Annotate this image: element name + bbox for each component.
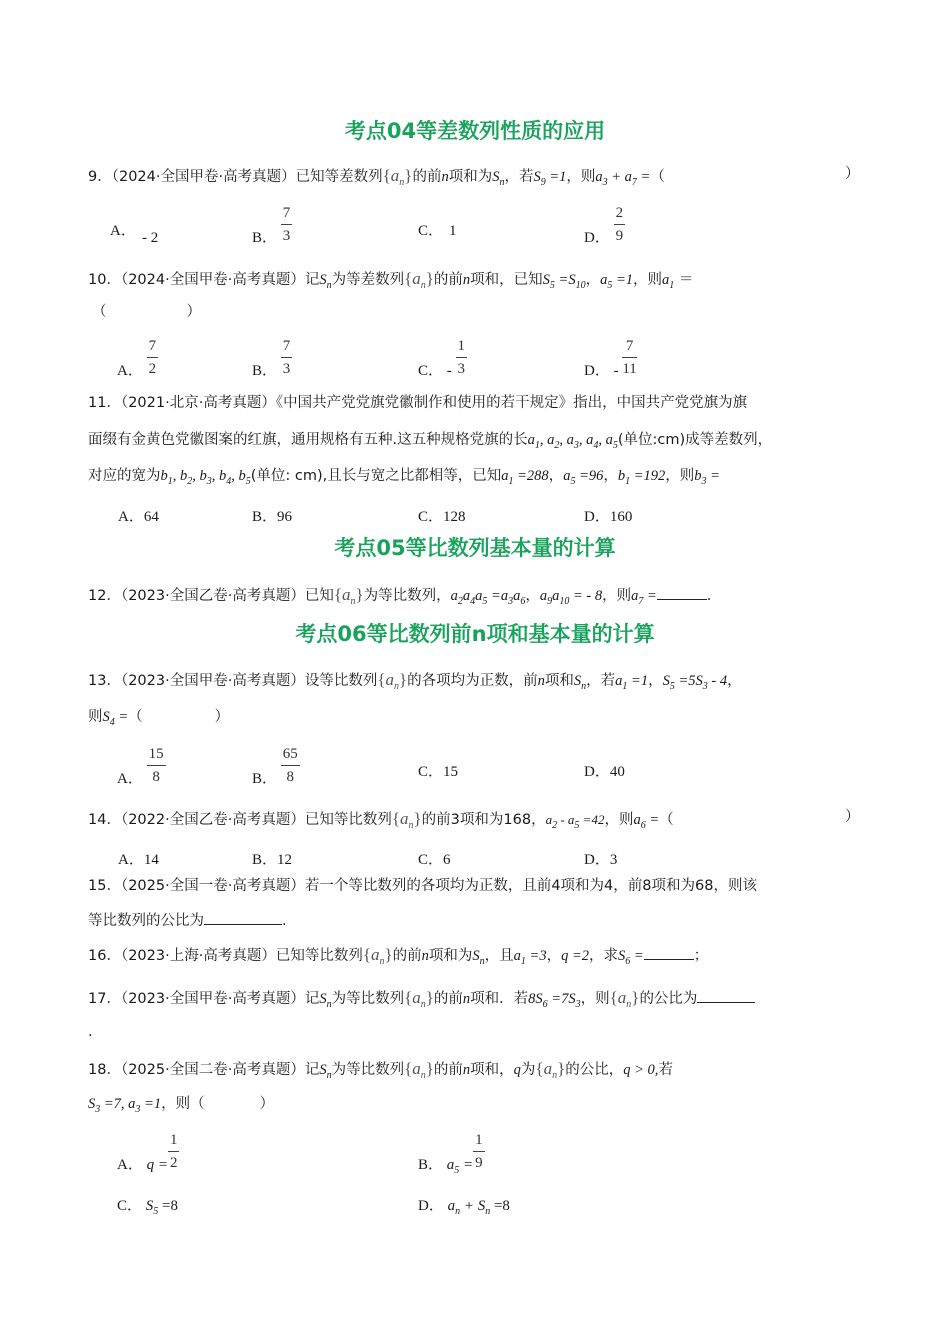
q10-option-d[interactable]: D． - $\frac{7}{11}$	[584, 338, 637, 380]
q9-option-a[interactable]: A．	[110, 223, 136, 239]
q9-paren: （	[650, 169, 665, 185]
q9-seq: $\{a_n\}$	[382, 166, 413, 188]
section-title-04: 考点04等差数列性质的应用	[344, 119, 606, 143]
q9-text: 已知等差数列	[295, 169, 383, 185]
q18-option-b[interactable]: B． $a_5$ = $\frac{1}{9}$	[418, 1132, 483, 1177]
q14-option-c[interactable]: C．6	[418, 852, 451, 868]
q9-text3: 项和为	[448, 169, 493, 185]
q13-option-d[interactable]: D．40	[584, 764, 625, 780]
question-9	[88, 166, 665, 188]
q9-source: （2024·全国甲卷·高考真题）	[111, 169, 296, 185]
q14-close: ）	[845, 809, 860, 825]
q12-answer-blank[interactable]	[657, 585, 707, 600]
question-17: 17．（2023·全国甲卷·高考真题）记$S_n$为等比数列$\{a_n\}$的前n项和．若$8S_6 =7S_3$，则$\{a_n\}$的公比为	[88, 988, 755, 1007]
q18-option-d[interactable]: D． $a_n + S_n =8$	[418, 1198, 510, 1217]
q9-n: n	[441, 169, 449, 185]
section-title-05: 考点05等比数列基本量的计算	[334, 536, 616, 560]
q10-option-c[interactable]: C． - $\frac{1}{3}$	[418, 338, 466, 380]
q9-text5: ，则	[566, 169, 596, 185]
q13-option-b[interactable]: B． $\frac{65}{8}$	[252, 746, 298, 788]
q9-Sn: $S_n$	[492, 169, 505, 188]
q9-option-c[interactable]: C． 1	[418, 223, 457, 239]
question-16: 16．（2023·上海·高考真题）已知等比数列$\{a_n\}$的前n项和为$S_n$，且$a_1 =3$，q =2，求$S_6$ = ；	[88, 945, 709, 967]
question-18: 18．（2025·全国二卷·高考真题）记$S_n$为等比数列$\{a_n\}$的前n项和，q为$\{a_n\}$的公比，q > 0,若	[88, 1059, 673, 1081]
q13-option-a[interactable]: A． $\frac{15}{8}$	[117, 746, 164, 788]
q9-number: 9．	[88, 169, 112, 185]
question-11: 11．（2021·北京·高考真题）《中国共产党党旗党徽制作和使用的若干规定》指出，中国共产党党旗为旗	[88, 395, 748, 411]
q11-option-c[interactable]: C．128	[418, 509, 466, 525]
q13-option-c[interactable]: C．15	[418, 764, 459, 780]
q9-option-a-value: - 2	[142, 230, 159, 246]
q9-option-b[interactable]: B． $\frac{7}{3}$	[252, 205, 291, 247]
q11-line2: 面缀有金黄色党徽图案的红旗，通用规格有五种.这五种规格党旗的长$a_1$, $a_2$, $a_3$, $a_4$, $a_5$(单位:cm)成等差数列，	[88, 432, 773, 451]
question-14: 14．（2022·全国乙卷·高考真题）已知等比数列$\{a_n\}$的前3项和为168，$a_2 - a_5 =42$，则$a_6$ =（	[88, 809, 674, 831]
q17-answer-blank[interactable]	[697, 988, 755, 1003]
question-15: 15．（2025·全国一卷·高考真题）若一个等比数列的各项均为正数，且前4项和为4，前8项和为68，则该	[88, 878, 757, 894]
q9-text2: 的前	[412, 169, 442, 185]
q9-option-d[interactable]: D． $\frac{2}{9}$	[584, 205, 624, 247]
q10-option-b[interactable]: B． $\frac{7}{3}$	[252, 338, 291, 380]
q9-cond: $S_9 =1$	[533, 169, 567, 188]
q11-line3: 对应的宽为$b_1$, $b_2$, $b_3$, $b_4$, $b_5$(单位: cm),且长与宽之比都相等，已知$a_1 =288$，$a_5 =96$，$b_1 =192$，则$b_3$ =	[88, 468, 720, 487]
q18-option-a[interactable]: A． q = $\frac{1}{2}$	[117, 1132, 178, 1174]
q15-answer-blank[interactable]	[204, 910, 282, 925]
q10-paren: （ ）	[92, 304, 201, 320]
q13-line2: 则$S_4$ =（ ）	[88, 709, 230, 728]
q18-line2: $S_3 =7$, $a_3 =1$，则（ ）	[88, 1096, 275, 1115]
question-13: 13．（2023·全国甲卷·高考真题）设等比数列$\{a_n\}$的各项均为正数，前n项和$S_n$，若$a_1 =1$，$S_5 =5S_3 - 4$，	[88, 670, 742, 692]
q11-option-d[interactable]: D．160	[584, 509, 633, 525]
q14-option-a[interactable]: A．14	[118, 852, 159, 868]
q9-close: ）	[845, 166, 860, 182]
q15-line2: 等比数列的公比为 .	[88, 910, 287, 929]
q11-option-a[interactable]: A．64	[118, 509, 159, 525]
q14-option-b[interactable]: B．12	[252, 852, 293, 868]
question-12: 12．（2023·全国乙卷·高考真题）已知$\{a_n\}$为等比数列，$a_2a_4a_5 =a_3a_6$，$a_9a_{10}$ = - 8，则$a_7$ = .	[88, 585, 712, 607]
question-10: 10．（2024·全国甲卷·高考真题）记$S_n$为等差数列$\{a_n\}$的前n项和，已知$S_5 =S_{10}$，$a_5 =1$，则$a_1$ ＝	[88, 269, 694, 291]
q10-option-a[interactable]: A． $\frac{7}{2}$	[117, 338, 157, 380]
q14-option-d[interactable]: D．3	[584, 852, 618, 868]
q9-expr: $a_3 + a_7$ =	[595, 169, 651, 188]
q16-answer-blank[interactable]	[644, 945, 694, 960]
q11-option-b[interactable]: B．96	[252, 509, 293, 525]
q9-text4: ，若	[504, 169, 534, 185]
q17-end: .	[88, 1024, 93, 1040]
section-title-06: 考点06等比数列前n项和基本量的计算	[295, 622, 655, 646]
q18-option-c[interactable]: C． $S_5 =8$	[117, 1198, 178, 1217]
